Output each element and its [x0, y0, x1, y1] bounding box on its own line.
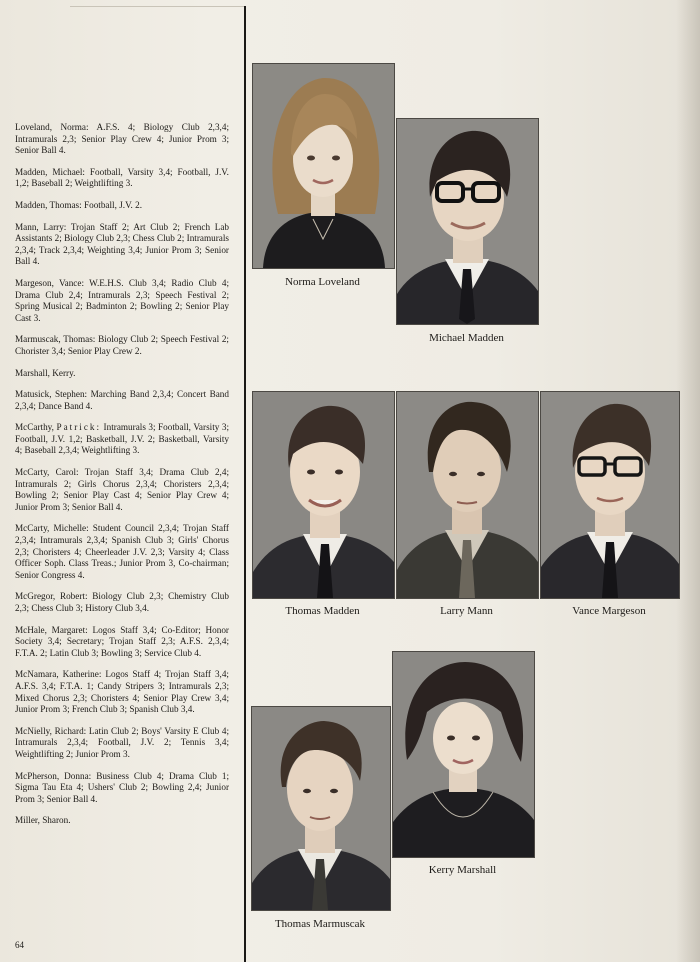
bio-entry	[15, 222, 229, 268]
column-divider	[244, 6, 246, 962]
caption-kerry-marshall: Kerry Marshall	[428, 864, 497, 876]
bio-activities: Logos Staff 4; Trojan Staff 3,4; A.F.S. 3,4; F.T.A. 1; Candy Stripers 3; Intramurals 2,3; Mixed Chorus 2,3; Choristers 4; Senior Play Crew 3,4; Junior Prom 3; French Club 3; Spanish Club 3,4.	[15, 669, 229, 715]
top-rule	[70, 6, 246, 7]
bio-entry	[15, 278, 229, 324]
bio-name: Mann, Larry:	[15, 221, 67, 232]
bio-name: Matusick, Stephen:	[15, 389, 88, 400]
bio-entry	[15, 625, 229, 660]
bio-activities: Logos Staff 3,4; Co-Editor; Honor Society 3,4; Secretary; Trojan Staff 2,3; A.F.S. 2,3,4; F.T.A. 2; Latin Club 3; Bowling 3; Service Club 4.	[15, 624, 229, 658]
bio-entry	[15, 591, 229, 614]
bio-name: Marshall, Kerry.	[15, 367, 76, 378]
bio-entry	[15, 771, 229, 806]
bio-activities: Trojan Staff 3,4; Drama Club 2,4; Intramurals 2; Girls Chorus 2,3,4; Choristers 2,3,4; Bowling 2; Senior Play Cast 4; Senior Play Crew 4; Junior Prom 3; Senior Ball 4.	[15, 467, 229, 512]
bio-entry	[15, 167, 229, 190]
bio-entry	[15, 815, 229, 827]
bio-entry	[15, 122, 229, 157]
bio-activities: Biology Club 2,3; Chemistry Club 2,3; Chess Club 3; History Club 3,4.	[15, 591, 229, 613]
portrait-thomas-madden	[252, 391, 395, 599]
caption-vance-margeson: Vance Margeson	[572, 605, 646, 617]
bio-name: McCarty, Carol:	[15, 467, 79, 478]
bio-activities: A.F.S. 4; Biology Club 2,3,4; Intramurals 2,3; Senior Play Crew 4; Junior Prom 3; Senior Ball 4.	[15, 122, 229, 156]
bio-activities: W.E.H.S. Club 3,4; Radio Club 4; Drama Club 2,4; Intramurals 2,3; Speech Festival 2; Spring Musical 2; Badminton 2; Bowling 2; Senior Play Cast 3.	[15, 277, 230, 323]
bio-activities: Intramurals 3; Football, Varsity 3; Football, J.V. 1,2; Basketball, J.V. 2; Basketball, Varsity 4; Baseball 2,3,4; Weightlifting 3.	[15, 422, 229, 456]
portrait-norma-loveland	[252, 63, 395, 269]
bio-name: McNielly, Richard:	[15, 725, 87, 736]
bio-name: Madden, Thomas:	[15, 199, 82, 210]
caption-michael-madden: Michael Madden	[429, 332, 504, 344]
caption-norma-loveland: Norma Loveland	[285, 276, 360, 288]
bio-name: Madden, Michael:	[15, 166, 85, 177]
bio-entry	[15, 669, 229, 715]
bio-name: McPherson, Donna:	[15, 770, 92, 781]
bio-activities: Latin Club 2; Boys' Varsity E Club 4; Intramurals 2,3,4; Football, J.V. 2; Tennis 3,4; Weightlifting 2; Junior Prom 3.	[15, 725, 230, 759]
bio-activities: Student Council 2,3,4; Trojan Staff 2,3,4; Intramurals 2,3,4; Spanish Club 3; Girls' Chorus 2,3; Choristers 4; Cheerleader J.V. 2,3; Varsity 4; Class Officer Soph. Class Treas.; Junior Prom 3, Co-chairman; Senior Congress 4.	[15, 523, 229, 580]
page-number: 64	[15, 940, 24, 950]
bio-name: McCarthy,	[15, 422, 57, 433]
caption-larry-mann: Larry Mann	[440, 605, 493, 617]
bio-name-spaced: Patrick:	[56, 422, 102, 433]
bio-entry	[15, 389, 229, 412]
bio-activities: Football, Varsity 3,4; Football, J.V. 1,2; Baseball 2; Weightlifting 3.	[15, 166, 229, 189]
caption-thomas-marmuscak: Thomas Marmuscak	[274, 918, 366, 930]
portrait-thomas-marmuscak	[251, 706, 391, 911]
portrait-michael-madden	[396, 118, 539, 325]
bio-activities: Trojan Staff 2; Art Club 2; French Lab Assistants 2; Biology Club 2,3; Chess Club 2; Intramurals 2,3,4; Track 2,3,4; Weighting 3,4; Junior Prom 3; Senior Ball 4.	[15, 221, 230, 267]
bio-activities: Football, J.V. 2.	[81, 199, 143, 210]
bio-name: Loveland, Norma:	[15, 122, 89, 132]
bio-entry	[15, 422, 229, 457]
bio-activities: Marching Band 2,3,4; Concert Band 2,3,4; Dance Band 4.	[15, 389, 229, 411]
bio-name: McNamara, Katherine:	[15, 669, 102, 680]
caption-thomas-madden: Thomas Madden	[285, 605, 360, 617]
bio-name: McGregor, Robert:	[15, 591, 88, 602]
bio-entry	[15, 523, 229, 581]
bio-entry	[15, 467, 229, 513]
biography-column	[15, 122, 229, 837]
bio-activities: Business Club 4; Drama Club 1; Sigma Tau Eta 4; Ushers' Club 2; Bowling 2,4; Junior Prom 3; Senior Ball 4.	[15, 770, 229, 804]
bio-name: Margeson, Vance:	[15, 277, 85, 288]
bio-name: McHale, Margaret:	[15, 624, 88, 635]
bio-name: Miller, Sharon.	[15, 815, 71, 826]
portrait-vance-margeson	[540, 391, 680, 599]
bio-entry	[15, 334, 229, 357]
bio-activities: Biology Club 2; Speech Festival 2; Chorister 3,4; Senior Play Crew 2.	[15, 334, 229, 356]
bio-entry	[15, 368, 229, 380]
bio-entry	[15, 200, 229, 212]
bio-name: Marmuscak, Thomas:	[15, 334, 96, 345]
bio-entry	[15, 726, 229, 761]
bio-name: McCarty, Michelle:	[15, 523, 89, 534]
portrait-kerry-marshall	[392, 651, 535, 858]
portrait-larry-mann	[396, 391, 539, 599]
